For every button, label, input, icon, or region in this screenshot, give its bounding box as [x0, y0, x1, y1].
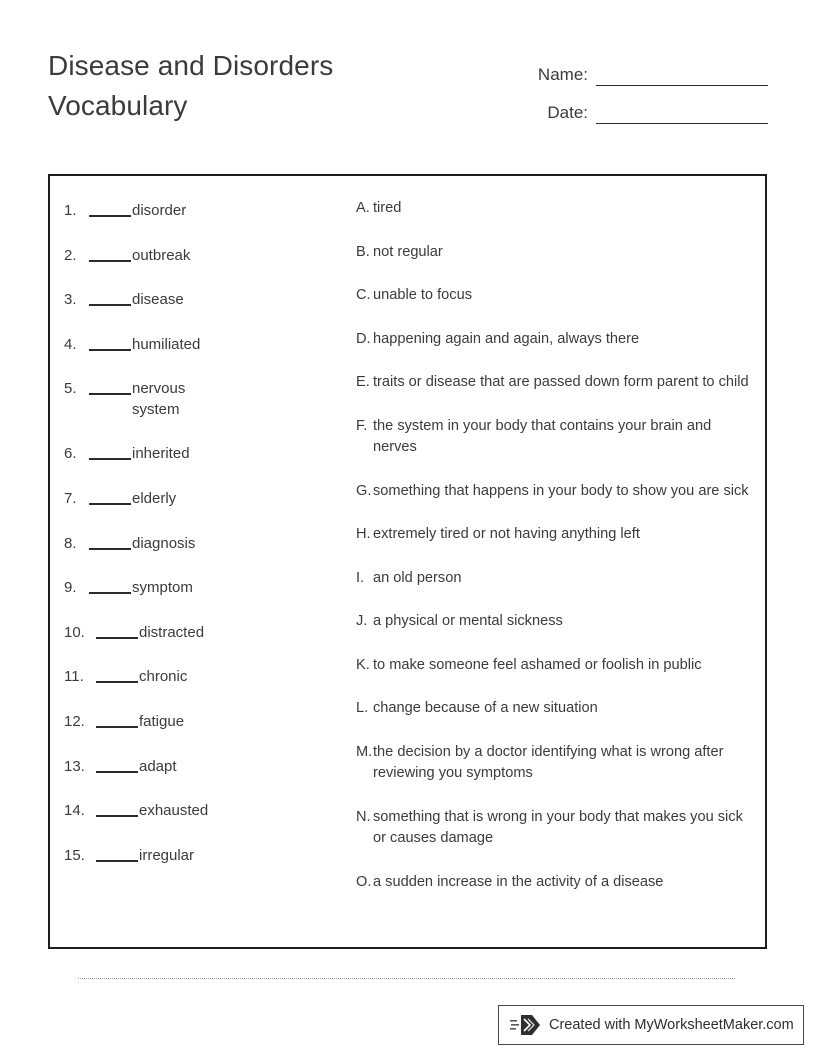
term-number: 1.	[64, 202, 77, 219]
term-number: 6.	[64, 445, 77, 463]
definition-text: extremely tired or not having anything left	[373, 526, 640, 542]
definition-letter: G.	[356, 482, 372, 499]
definition-text: the system in your body that contains your brain and nerves	[373, 417, 712, 455]
term-row	[64, 756, 352, 801]
term-number: 5.	[64, 380, 77, 398]
definition-row	[356, 242, 756, 264]
term-word: diagnosis	[132, 534, 196, 552]
term-answer-blank[interactable]	[89, 334, 131, 351]
matching-exercise-box	[48, 174, 767, 949]
definition-text: change because of a new situation	[373, 700, 598, 716]
definition-row	[356, 611, 756, 633]
term-word: symptom	[132, 579, 193, 597]
definition-letter: K.	[356, 656, 370, 673]
definition-row	[356, 481, 756, 503]
term-answer-blank[interactable]	[96, 756, 138, 773]
definitions-column	[356, 198, 756, 915]
term-word: outbreak	[132, 246, 191, 264]
definition-text: an old person	[373, 569, 462, 586]
terms-column	[64, 200, 352, 889]
term-word: elderly	[132, 489, 177, 507]
term-number: 7.	[64, 489, 77, 507]
term-word: fatigue	[139, 712, 185, 730]
term-row	[64, 533, 352, 578]
definition-text: unable to focus	[373, 287, 472, 303]
name-input[interactable]	[596, 65, 768, 86]
definition-row	[356, 198, 756, 220]
term-number: 8.	[64, 534, 77, 552]
term-word: distracted	[139, 623, 205, 641]
definition-text: something that is wrong in your body that makes you sick or causes damage	[373, 808, 743, 846]
term-answer-blank[interactable]	[96, 711, 138, 728]
term-number: 13.	[64, 757, 85, 775]
worksheet-header	[0, 0, 816, 150]
term-answer-blank[interactable]	[96, 622, 138, 639]
term-answer-blank[interactable]	[89, 378, 131, 395]
matching-columns	[50, 176, 765, 947]
definition-letter: D.	[356, 330, 371, 347]
definition-letter: O.	[356, 873, 372, 890]
definition-letter: H.	[356, 526, 371, 542]
name-date-block	[486, 48, 768, 124]
definition-letter: B.	[356, 243, 370, 260]
term-word: exhausted	[139, 802, 209, 820]
term-word: inherited	[132, 445, 190, 463]
definition-row	[356, 655, 756, 677]
term-row	[64, 245, 352, 290]
definition-row	[356, 416, 756, 459]
term-word: chronic	[139, 668, 188, 686]
definition-text: a physical or mental sickness	[373, 613, 563, 629]
term-row	[64, 488, 352, 533]
term-word: adapt	[139, 757, 177, 775]
page-title-line-2: Vocabulary	[48, 90, 188, 121]
definition-row	[356, 372, 756, 394]
term-row	[64, 200, 352, 245]
term-word: irregular	[139, 846, 195, 864]
name-row	[486, 48, 768, 86]
term-number: 15.	[64, 846, 85, 864]
definition-row	[356, 872, 756, 894]
term-answer-blank[interactable]	[89, 245, 131, 262]
definition-letter: N.	[356, 808, 371, 825]
term-answer-blank[interactable]	[89, 533, 131, 550]
definition-row	[356, 329, 756, 351]
definition-text: to make someone feel ashamed or foolish in public	[373, 656, 702, 673]
term-number: 12.	[64, 712, 85, 730]
term-word: nervous system	[132, 380, 186, 419]
term-row	[64, 666, 352, 711]
term-row	[64, 622, 352, 667]
term-row	[64, 378, 352, 443]
term-answer-blank[interactable]	[96, 666, 138, 683]
term-row	[64, 289, 352, 334]
term-word: humiliated	[132, 335, 201, 353]
worksheet-maker-logo-icon	[510, 1012, 544, 1038]
term-answer-blank[interactable]	[96, 845, 138, 862]
term-answer-blank[interactable]	[89, 289, 131, 306]
definition-letter: L.	[356, 700, 369, 716]
term-number: 14.	[64, 802, 85, 820]
definition-text: a sudden increase in the activity of a disease	[373, 873, 664, 890]
page-title-line-1: Disease and Disorders	[48, 50, 334, 81]
definition-text: tired	[373, 200, 402, 216]
definition-letter: E.	[356, 374, 370, 390]
term-number: 2.	[64, 246, 77, 264]
date-label: Date:	[547, 103, 588, 122]
definition-row	[356, 524, 756, 546]
name-label: Name:	[537, 65, 588, 84]
date-input[interactable]	[596, 103, 768, 124]
definition-letter: M.	[356, 743, 373, 760]
definition-row	[356, 285, 756, 307]
term-row	[64, 577, 352, 622]
definition-row	[356, 807, 756, 850]
term-row	[64, 443, 352, 488]
page-title	[48, 46, 478, 126]
definition-text: the decision by a doctor identifying what is wrong after reviewing you symptoms	[373, 743, 724, 781]
term-number: 9.	[64, 579, 77, 597]
definition-text: not regular	[373, 243, 443, 260]
definition-letter: J.	[356, 613, 368, 629]
definition-letter: A.	[356, 200, 370, 216]
term-row	[64, 800, 352, 845]
created-with-badge[interactable]	[498, 1005, 804, 1045]
term-word: disease	[132, 291, 184, 309]
created-with-label: Created with MyWorksheetMaker.com	[549, 1017, 794, 1033]
definition-text: traits or disease that are passed down form parent to child	[373, 374, 749, 390]
term-row	[64, 334, 352, 379]
term-number: 10.	[64, 623, 85, 641]
definition-row	[356, 568, 756, 590]
term-number: 3.	[64, 291, 77, 309]
term-answer-blank[interactable]	[96, 800, 138, 817]
definition-text: something that happens in your body to show you are sick	[373, 482, 749, 499]
term-answer-blank[interactable]	[89, 443, 131, 460]
definition-letter: I.	[356, 569, 365, 586]
definition-text: happening again and again, always there	[373, 330, 640, 347]
definition-row	[356, 742, 756, 785]
term-answer-blank[interactable]	[89, 488, 131, 505]
definition-row	[356, 698, 756, 720]
term-answer-blank[interactable]	[89, 577, 131, 594]
definition-letter: C.	[356, 287, 371, 303]
term-row	[64, 711, 352, 756]
footer-divider	[78, 978, 735, 979]
term-word: disorder	[132, 202, 187, 219]
term-answer-blank[interactable]	[89, 200, 131, 217]
definition-letter: F.	[356, 417, 368, 434]
term-row	[64, 845, 352, 890]
date-row	[486, 86, 768, 124]
term-number: 11.	[64, 668, 84, 686]
term-number: 4.	[64, 335, 77, 353]
